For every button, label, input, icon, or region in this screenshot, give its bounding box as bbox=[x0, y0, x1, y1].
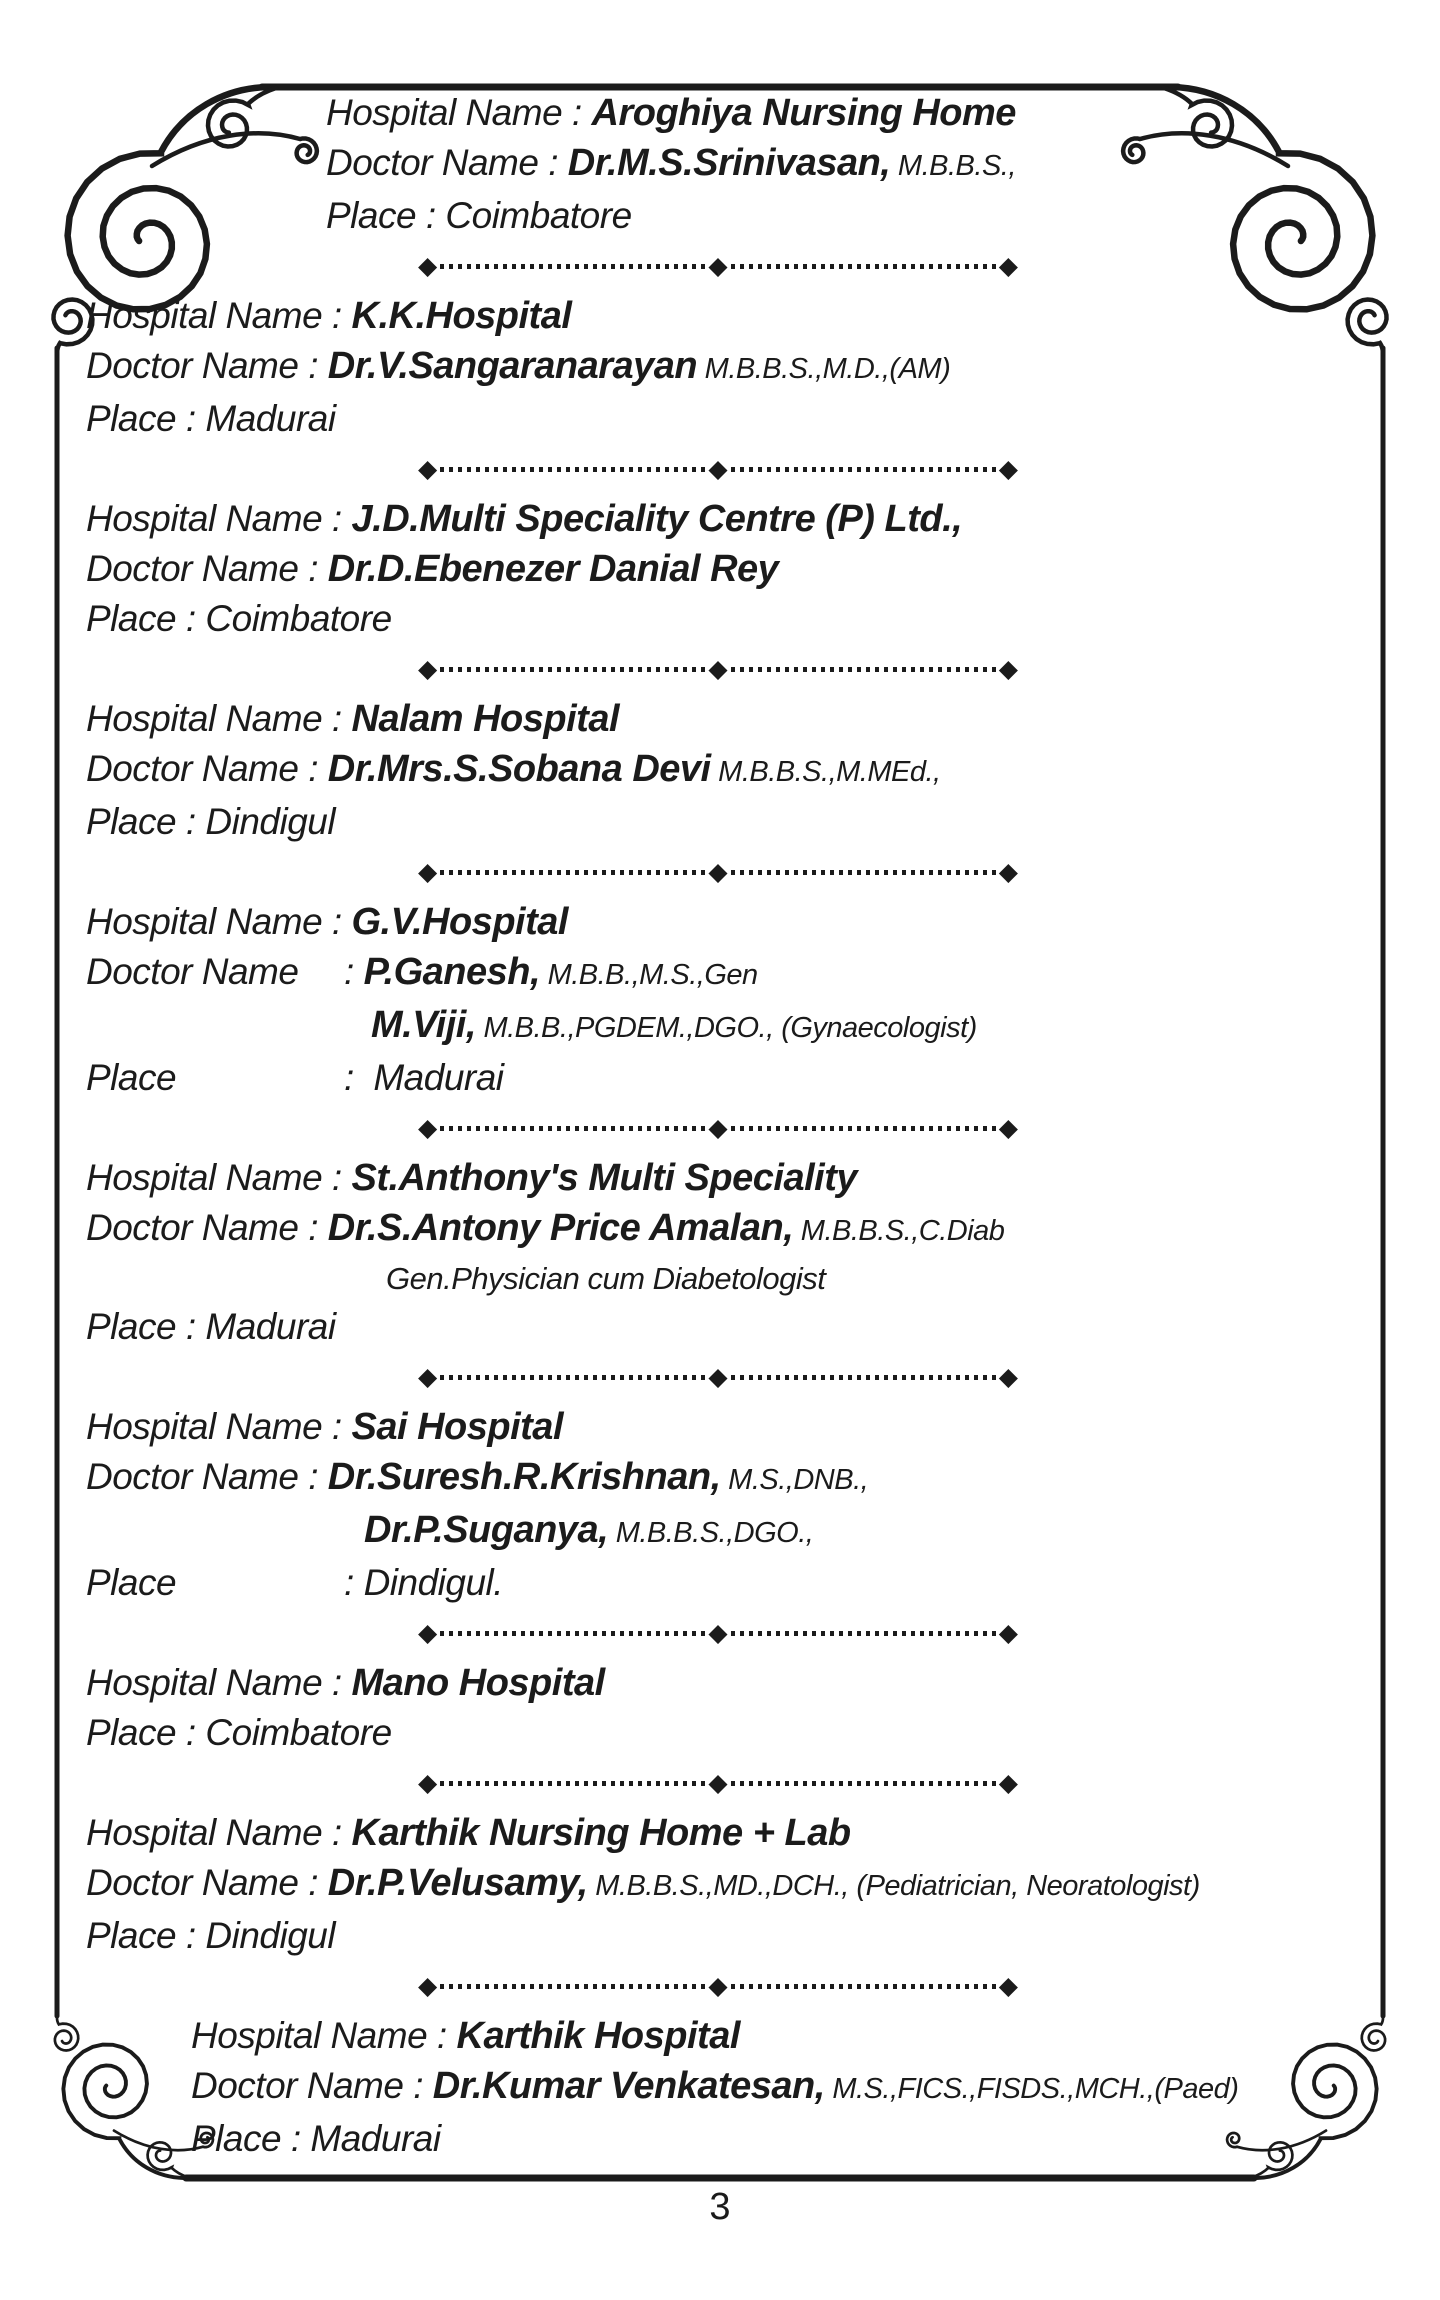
entry-line bbox=[86, 897, 1440, 947]
field-separator: : bbox=[176, 598, 206, 639]
diamond-icon: ◆ bbox=[418, 1769, 438, 1797]
diamond-icon: ◆ bbox=[708, 1619, 728, 1647]
field-value: Madurai bbox=[310, 2118, 441, 2159]
field-separator: : bbox=[344, 951, 364, 992]
field-separator: : bbox=[298, 1456, 328, 1497]
field-value-bold: Dr.M.S.Srinivasan, bbox=[567, 142, 891, 184]
entry-line bbox=[86, 1911, 1440, 1961]
field-value-bold: M.Viji, bbox=[371, 1004, 476, 1046]
entry-line bbox=[86, 594, 1440, 644]
directory-entry bbox=[86, 897, 1440, 1103]
field-value-bold: Dr.Suresh.R.Krishnan, bbox=[327, 1456, 721, 1498]
field-label: Hospital Name bbox=[86, 1406, 323, 1447]
diamond-icon: ◆ bbox=[708, 252, 728, 280]
diamond-icon: ◆ bbox=[998, 252, 1019, 280]
directory-entry bbox=[86, 1658, 1440, 1758]
entry-line bbox=[86, 1808, 1440, 1858]
field-label: Doctor Name bbox=[86, 1862, 299, 1903]
diamond-icon: ◆ bbox=[998, 655, 1019, 683]
directory-entry bbox=[86, 1153, 1440, 1352]
field-label: Doctor Name bbox=[326, 142, 539, 183]
doctor-qualification: M.B.B.S.,MD.,DCH., (Pediatrician, Neoratologist) bbox=[587, 1870, 1200, 1902]
diamond-icon: ◆ bbox=[708, 1114, 728, 1142]
diamond-icon: ◆ bbox=[418, 252, 438, 280]
entries-list bbox=[0, 88, 1440, 2164]
field-separator: : bbox=[298, 1862, 328, 1903]
diamond-icon: ◆ bbox=[998, 1363, 1019, 1391]
entry-line bbox=[86, 1302, 1440, 1352]
entry-line bbox=[191, 2011, 1440, 2061]
field-value-bold: Karthik Nursing Home + Lab bbox=[351, 1812, 851, 1854]
field-value-bold: Dr.D.Ebenezer Danial Rey bbox=[327, 548, 779, 590]
field-label: Place bbox=[86, 801, 177, 842]
doctor-qualification: M.B.B.S.,C.Diab bbox=[793, 1215, 1005, 1247]
dotted-line bbox=[440, 1781, 705, 1786]
field-separator: : bbox=[322, 295, 352, 336]
field-value-bold: Mano Hospital bbox=[351, 1662, 605, 1704]
field-value: Madurai bbox=[205, 1306, 336, 1347]
field-value-bold: K.K.Hospital bbox=[351, 295, 572, 337]
diamond-icon: ◆ bbox=[418, 455, 438, 483]
entry-line bbox=[86, 394, 1440, 444]
entry-line bbox=[86, 1708, 1440, 1758]
field-value-bold: Dr.S.Antony Price Amalan, bbox=[327, 1207, 794, 1249]
field-value-bold: Dr.Kumar Venkatesan, bbox=[432, 2065, 825, 2107]
entry-line bbox=[86, 1153, 1440, 1203]
field-separator: : bbox=[427, 2015, 457, 2056]
entry-line bbox=[86, 1505, 1440, 1558]
entry-line bbox=[86, 291, 1440, 341]
entry-line bbox=[326, 138, 1440, 191]
field-value: Dindigul bbox=[205, 801, 336, 842]
field-label: Doctor Name bbox=[86, 345, 299, 386]
field-separator: : bbox=[281, 2118, 311, 2159]
entry-line bbox=[86, 1402, 1440, 1452]
field-separator: : bbox=[176, 1712, 206, 1753]
field-value: Gen.Physician cum Diabetologist bbox=[386, 1261, 826, 1296]
entry-line bbox=[326, 88, 1440, 138]
dotted-line bbox=[440, 467, 705, 472]
section-divider bbox=[418, 1365, 1018, 1389]
dotted-line bbox=[731, 1126, 996, 1131]
field-value-bold: Aroghiya Nursing Home bbox=[591, 92, 1016, 134]
directory-entry bbox=[86, 1402, 1440, 1608]
field-separator: : bbox=[176, 398, 206, 439]
dotted-line bbox=[731, 1781, 996, 1786]
field-separator: : bbox=[298, 345, 328, 386]
directory-entry bbox=[86, 88, 1440, 241]
field-value-bold: Dr.P.Velusamy, bbox=[327, 1862, 588, 1904]
entry-line bbox=[86, 1053, 1440, 1103]
diamond-icon: ◆ bbox=[708, 858, 728, 886]
field-value-bold: St.Anthony's Multi Speciality bbox=[351, 1157, 857, 1199]
entry-line bbox=[326, 191, 1440, 241]
directory-entry bbox=[86, 2011, 1440, 2164]
field-value: Madurai bbox=[373, 1057, 504, 1098]
section-divider bbox=[418, 1116, 1018, 1140]
field-label: Hospital Name bbox=[86, 1812, 323, 1853]
dotted-line bbox=[731, 264, 996, 269]
section-divider bbox=[418, 457, 1018, 481]
diamond-icon: ◆ bbox=[708, 455, 728, 483]
doctor-qualification: M.B.B.,PGDEM.,DGO., (Gynaecologist) bbox=[475, 1012, 977, 1044]
field-label: Place bbox=[86, 1712, 177, 1753]
diamond-icon: ◆ bbox=[418, 1363, 438, 1391]
entry-line bbox=[86, 1256, 1440, 1302]
diamond-icon: ◆ bbox=[998, 1769, 1019, 1797]
doctor-qualification: M.B.B.S.,M.MEd., bbox=[710, 756, 941, 788]
diamond-icon: ◆ bbox=[708, 1972, 728, 2000]
field-value-bold: Dr.V.Sangaranarayan bbox=[327, 345, 698, 387]
entry-line bbox=[86, 544, 1440, 594]
field-separator: : bbox=[322, 1812, 352, 1853]
field-value: Dindigul. bbox=[363, 1562, 504, 1603]
entry-line bbox=[86, 1558, 1440, 1608]
entry-line bbox=[86, 1658, 1440, 1708]
diamond-icon: ◆ bbox=[418, 1619, 438, 1647]
directory-entry bbox=[86, 1808, 1440, 1961]
diamond-icon: ◆ bbox=[418, 655, 438, 683]
entry-line bbox=[86, 341, 1440, 394]
field-label: Hospital Name bbox=[191, 2015, 428, 2056]
field-label: Doctor Name bbox=[86, 1456, 299, 1497]
dotted-line bbox=[731, 467, 996, 472]
diamond-icon: ◆ bbox=[998, 858, 1019, 886]
field-label: Hospital Name bbox=[326, 92, 563, 133]
diamond-icon: ◆ bbox=[998, 1972, 1019, 2000]
dotted-line bbox=[731, 870, 996, 875]
field-label: Place bbox=[86, 1562, 177, 1603]
diamond-icon: ◆ bbox=[998, 1114, 1019, 1142]
dotted-line bbox=[731, 667, 996, 672]
entry-line bbox=[86, 494, 1440, 544]
field-label: Place bbox=[86, 1306, 177, 1347]
field-label: Doctor Name bbox=[191, 2065, 404, 2106]
field-label: Doctor Name bbox=[86, 951, 299, 992]
field-value-bold: Dr.P.Suganya, bbox=[364, 1509, 609, 1551]
field-separator: : bbox=[403, 2065, 433, 2106]
field-separator: : bbox=[322, 1406, 352, 1447]
field-label: Hospital Name bbox=[86, 698, 323, 739]
page-number: 3 bbox=[709, 2186, 731, 2228]
dotted-line bbox=[440, 667, 705, 672]
doctor-qualification: M.S.,DNB., bbox=[720, 1464, 869, 1496]
entry-line bbox=[86, 1858, 1440, 1911]
field-value-bold: Dr.Mrs.S.Sobana Devi bbox=[327, 748, 711, 790]
field-label: Doctor Name bbox=[86, 1207, 299, 1248]
field-separator: : bbox=[176, 1306, 206, 1347]
field-label: Doctor Name bbox=[86, 748, 299, 789]
field-separator: : bbox=[176, 801, 206, 842]
field-value-bold: Nalam Hospital bbox=[351, 698, 620, 740]
field-label: Place bbox=[191, 2118, 282, 2159]
diamond-icon: ◆ bbox=[708, 655, 728, 683]
field-label: Hospital Name bbox=[86, 1157, 323, 1198]
dotted-line bbox=[440, 1631, 705, 1636]
diamond-icon: ◆ bbox=[418, 1972, 438, 2000]
field-separator: : bbox=[322, 901, 352, 942]
dotted-line bbox=[731, 1375, 996, 1380]
field-value: Coimbatore bbox=[205, 1712, 392, 1753]
field-label: Hospital Name bbox=[86, 901, 323, 942]
field-value-bold: G.V.Hospital bbox=[351, 901, 568, 943]
entry-line bbox=[191, 2061, 1440, 2114]
field-label: Hospital Name bbox=[86, 295, 323, 336]
section-divider bbox=[418, 657, 1018, 681]
field-label: Hospital Name bbox=[86, 498, 323, 539]
dotted-line bbox=[440, 1126, 705, 1131]
entry-line bbox=[86, 947, 1440, 1000]
section-divider bbox=[418, 1974, 1018, 1998]
field-value-bold: P.Ganesh, bbox=[363, 951, 541, 993]
entry-line bbox=[86, 1000, 1440, 1053]
diamond-icon: ◆ bbox=[998, 1619, 1019, 1647]
entry-line bbox=[86, 694, 1440, 744]
field-separator: : bbox=[538, 142, 568, 183]
field-value: Coimbatore bbox=[445, 195, 632, 236]
field-separator: : bbox=[416, 195, 446, 236]
dotted-line bbox=[440, 870, 705, 875]
doctor-qualification: M.B.B.S.,M.D.,(AM) bbox=[697, 353, 951, 385]
field-separator: : bbox=[562, 92, 592, 133]
field-value-bold: J.D.Multi Speciality Centre (P) Ltd., bbox=[351, 498, 963, 540]
field-separator: : bbox=[298, 748, 328, 789]
field-separator: : bbox=[322, 1662, 352, 1703]
field-separator: : bbox=[322, 1157, 352, 1198]
directory-entry bbox=[86, 494, 1440, 644]
dotted-line bbox=[440, 1984, 705, 1989]
field-label: Place bbox=[326, 195, 417, 236]
directory-entry bbox=[86, 291, 1440, 444]
doctor-qualification: M.B.B.,M.S.,Gen bbox=[540, 959, 758, 991]
field-separator: : bbox=[344, 1562, 364, 1603]
field-separator: : bbox=[344, 1057, 374, 1098]
field-value: Dindigul bbox=[205, 1915, 336, 1956]
section-divider bbox=[418, 860, 1018, 884]
entry-line bbox=[86, 744, 1440, 797]
diamond-icon: ◆ bbox=[998, 455, 1019, 483]
diamond-icon: ◆ bbox=[708, 1363, 728, 1391]
entry-line bbox=[191, 2114, 1440, 2164]
section-divider bbox=[418, 1621, 1018, 1645]
field-separator: : bbox=[298, 548, 328, 589]
dotted-line bbox=[440, 264, 705, 269]
field-separator: : bbox=[176, 1915, 206, 1956]
directory-entry bbox=[86, 694, 1440, 847]
field-value: Coimbatore bbox=[205, 598, 392, 639]
doctor-qualification: M.B.B.S., bbox=[890, 150, 1016, 182]
diamond-icon: ◆ bbox=[418, 1114, 438, 1142]
entry-line bbox=[86, 1203, 1440, 1256]
dotted-line bbox=[440, 1375, 705, 1380]
field-value-bold: Sai Hospital bbox=[351, 1406, 563, 1448]
entry-line bbox=[86, 1452, 1440, 1505]
field-label: Place bbox=[86, 398, 177, 439]
doctor-qualification: M.S.,FICS.,FISDS.,MCH.,(Paed) bbox=[824, 2073, 1239, 2105]
field-value-bold: Karthik Hospital bbox=[456, 2015, 740, 2057]
field-separator: : bbox=[322, 498, 352, 539]
field-label: Place bbox=[86, 1057, 177, 1098]
field-separator: : bbox=[298, 1207, 328, 1248]
field-label: Place bbox=[86, 598, 177, 639]
doctor-qualification: M.B.B.S.,DGO., bbox=[608, 1517, 814, 1549]
section-divider bbox=[418, 1771, 1018, 1795]
field-label: Hospital Name bbox=[86, 1662, 323, 1703]
field-separator: : bbox=[322, 698, 352, 739]
entry-line bbox=[86, 797, 1440, 847]
dotted-line bbox=[731, 1631, 996, 1636]
diamond-icon: ◆ bbox=[708, 1769, 728, 1797]
section-divider bbox=[418, 254, 1018, 278]
field-label: Doctor Name bbox=[86, 548, 299, 589]
dotted-line bbox=[731, 1984, 996, 1989]
field-label: Place bbox=[86, 1915, 177, 1956]
field-value: Madurai bbox=[205, 398, 336, 439]
diamond-icon: ◆ bbox=[418, 858, 438, 886]
